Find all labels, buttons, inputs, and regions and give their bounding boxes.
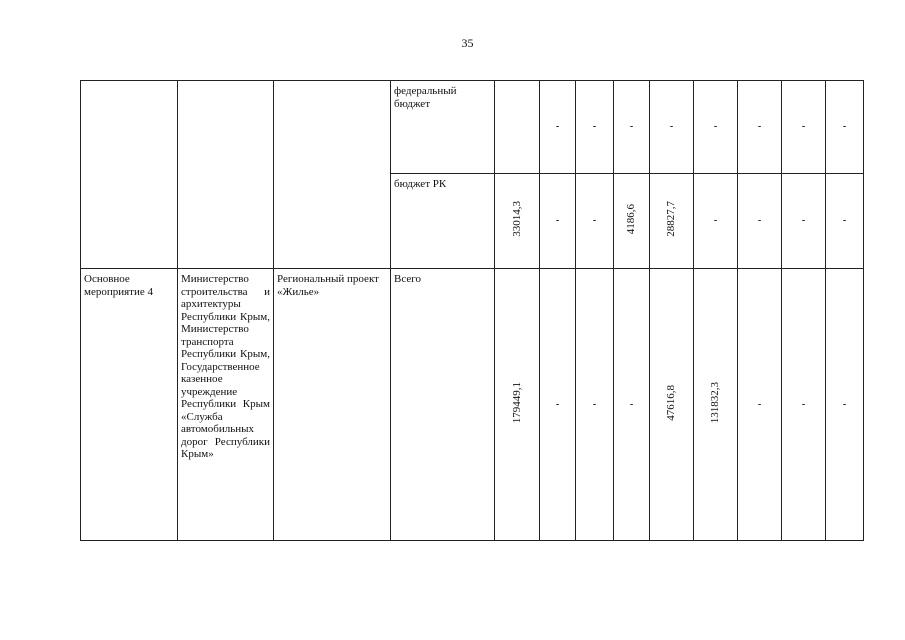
value-cell: 131832,3 (694, 269, 738, 541)
value-cell: - (576, 269, 614, 541)
value-cell: - (738, 81, 782, 174)
value-cell: - (782, 81, 826, 174)
executor-cell: Министерство строительства и архитектуры Республики Крым, Министерство транспорта Республики Крым, Государственное казенное учреждение Республики Крым «Служба автомобильных дорог Республики Крым» (178, 269, 274, 541)
value-cell: 179449,1 (495, 269, 540, 541)
value-cell: 4186,6 (614, 174, 650, 269)
table-row (81, 81, 864, 174)
value-cell: - (576, 174, 614, 269)
source-cell: бюджет РК (391, 174, 495, 269)
value-cell: - (826, 269, 864, 541)
value-cell (495, 81, 540, 174)
value-cell: - (540, 269, 576, 541)
value-cell: - (540, 81, 576, 174)
project-cell (274, 81, 391, 269)
project-cell: Региональный проект «Жилье» (274, 269, 391, 541)
value-cell: - (782, 174, 826, 269)
value-cell: 47616,8 (650, 269, 694, 541)
value-cell: 33014,3 (495, 174, 540, 269)
value-cell: - (694, 174, 738, 269)
value-cell: - (738, 174, 782, 269)
budget-table (80, 80, 864, 541)
value-cell: 28827,7 (650, 174, 694, 269)
page-number: 35 (461, 36, 474, 50)
table-row (81, 269, 864, 541)
value-cell: - (694, 81, 738, 174)
event-cell: Основное мероприятие 4 (81, 269, 178, 541)
value-cell: - (650, 81, 694, 174)
executor-cell (178, 81, 274, 269)
value-cell: - (782, 269, 826, 541)
event-cell (81, 81, 178, 269)
value-cell: - (738, 269, 782, 541)
value-cell: - (540, 174, 576, 269)
value-cell: - (826, 174, 864, 269)
value-cell: - (614, 81, 650, 174)
source-cell: Всего (391, 269, 495, 541)
value-cell: - (826, 81, 864, 174)
value-cell: - (614, 269, 650, 541)
value-cell: - (576, 81, 614, 174)
source-cell: федеральный бюджет (391, 81, 495, 174)
